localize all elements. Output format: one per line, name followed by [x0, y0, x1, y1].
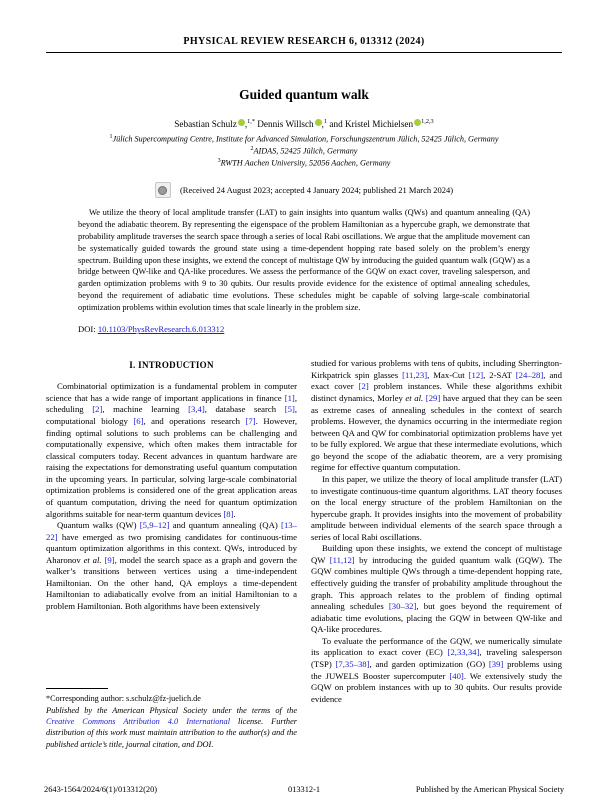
- right-column: [311, 358, 562, 750]
- copyright-notice: [46, 705, 297, 751]
- corresponding-author-footnote: *Corresponding author: s.schulz@fz-juelich.de: [46, 693, 201, 703]
- orcid-icon[interactable]: [315, 119, 322, 126]
- author-name: Kristel Michielsen: [344, 119, 414, 130]
- two-column-body: [46, 358, 562, 750]
- affiliation-sup: 2: [250, 145, 254, 152]
- orcid-icon[interactable]: [238, 119, 245, 126]
- affiliation-line: [46, 157, 562, 169]
- author-name: Sebastian Schulz: [174, 119, 237, 130]
- footnote-rule: [46, 688, 108, 689]
- doi-link[interactable]: 10.1103/PhysRevResearch.6.013312: [97, 324, 225, 335]
- section-heading-introduction: I. INTRODUCTION: [129, 360, 214, 371]
- affiliation-line: [46, 133, 562, 145]
- affiliation-text: Jülich Supercomputing Centre, Institute for Advanced Simulation, Forschungszentrum Jülich, 52425 Jülich, Germany: [112, 134, 499, 144]
- copyright-text: license. Further distribution of this work must maintain attribution to the author(s) and the published article’s title, journal citation, and DOI.: [46, 717, 297, 749]
- received-row: [46, 182, 562, 198]
- received-dates: (Received 24 August 2023; accepted 4 January 2024; published 21 March 2024): [179, 185, 454, 196]
- creative-commons-link[interactable]: Creative Commons Attribution 4.0 International: [46, 717, 230, 727]
- orcid-icon[interactable]: [414, 119, 421, 126]
- author-punct: ,: [244, 119, 248, 130]
- issn-code: 2643-1564/2024/6(1)/013312(20): [44, 785, 158, 794]
- body-paragraph: To evaluate the performance of the GQW, we numerically simulate its application to exact cover (EC) [2,33,34], traveling salesperson (TSP) [7,35–38], and garden optimization (GO) [39] problems using the JUWELS Booster supercomputer [40]. We extensively study the GQW on problem instances with up to 30 qubits. Our results provide evidence: [311, 635, 562, 704]
- affiliation-text: RWTH Aachen University, 52056 Aachen, Germany: [220, 158, 391, 168]
- author-name: Dennis Willsch: [257, 119, 314, 130]
- header-rule: [46, 52, 562, 53]
- crossmark-dot-icon: [158, 186, 167, 195]
- copyright-text: Published by the American Physical Society under the terms of the: [46, 705, 297, 715]
- author-affiliation-sup: 1,2,3: [421, 118, 434, 125]
- journal-header: PHYSICAL REVIEW RESEARCH 6, 013312 (2024): [183, 36, 425, 47]
- body-paragraph: studied for various problems with tens of qubits, including Sherrington-Kirkpatrick spin glasses [11,23], Max-Cut [12], 2-SAT [24–28], and exact cover [2] problem instances. While these algorithms exhibit distinct dynamics, Morley et al. [29] have argued that they can be seen as extreme cases of annealing schedules in the context of search problems. However, the dynamics occurring in the intermediate region between QA and QW for combinatorial optimization problems have yet to be fully explored. We argue that these intermediate evolutions, which go beyond the scope of the adiabatic theorem, are a very promising regime for effective quantum computation.: [311, 358, 562, 473]
- affiliation-sup: 3: [217, 157, 221, 164]
- abstract: We utilize the theory of local amplitude transfer (LAT) to gain insights into quantum walks (QWs) and quantum annealing (QA) beyond the adiabatic theorem. By representing the eigenspace of the problem Hamiltonian as a hypercube graph, we demonstrate that probability amplitude traverses the search space through a series of local Rabi oscillations. We argue that the amplitude movement can be systematically guided towards the ground state using a time-dependent hopping rate based solely on the problem’s energy spectrum. Building upon these insights, we extend the concept of multistage QW by introducing the guided quantum walk (GQW) as a bridge between QW-like and QA-like procedures. We assess the performance of the GQW on exact cover, traveling salesperson, and garden optimization problems with 9 to 30 qubits. Our results provide evidence for the existence of optimal annealing schedules, beyond the requirement of adiabatic time evolutions. These schedules might be capable of solving large-scale combinatorial optimization problems within evolution times that scale linearly in the problem size.: [78, 208, 531, 312]
- doi-line: [78, 324, 530, 334]
- left-column: [46, 358, 297, 750]
- body-paragraph: In this paper, we utilize the theory of local amplitude transfer (LAT) to investigate continuous-time quantum algorithms. LAT theory focuses on the local energy structure of the problem Hamiltonian on the hypercube graph. It provides insights into the movement of probability amplitude between individual elements of the search space through a series of local Rabi oscillations.: [311, 473, 562, 542]
- page-title: Guided quantum walk: [239, 87, 369, 102]
- publisher-note: Published by the American Physical Society: [415, 785, 565, 794]
- affiliations: [46, 133, 562, 168]
- crossmark-check-icon[interactable]: [155, 182, 171, 198]
- author-punct: ,: [321, 119, 324, 130]
- author-separator: and: [327, 119, 345, 130]
- author-affiliation-sup: 1: [323, 118, 328, 125]
- affiliation-sup: 1: [109, 134, 113, 141]
- affiliation-line: [46, 145, 562, 157]
- page-footer: [0, 785, 608, 794]
- page-number: 013312-1: [287, 785, 321, 794]
- author-line: [46, 118, 562, 129]
- body-paragraph: Combinatorial optimization is a fundamental problem in computer science that has a wide range of important applications in finance [1], scheduling [2], machine learning [3,4], database search [5], computational biology [6], and operations research [7]. However, finding optimal solutions to such problems can be challenging and computationally expensive, which often makes them intractable for classical computers today. Recent advances in quantum hardware are raising the expectations for demonstrating useful quantum computation in the upcoming years. In particular, solving large-scale combinatorial optimization problems is considered one of the great application areas of quantum computation, driving the need for quantum optimization algorithms suitable for near-term quantum devices [8].: [46, 381, 298, 519]
- body-paragraph: Quantum walks (QW) [5,9–12] and quantum annealing (QA) [13–22] have emerged as two promising candidates for continuous-time quantum optimization algorithms in this context. QWs, introduced by Aharonov et al. [9], model the search space as a graph and govern the walker’s transitions between vertices using a time-independent Hamiltonian. On the other hand, QA employs a time-dependent Hamiltonian to adiabatically evolve from an initial Hamiltonian to a problem Hamiltonian. Both algorithms have been extensively: [46, 520, 297, 611]
- body-paragraph: Building upon these insights, we extend the concept of multistage QW [11,12] by introducing the guided quantum walk (GQW). The GQW combines multiple QWs through a time-dependent hopping rate, effectively guiding the transfer of probability amplitude throughout the graph. This approach relates to the problem of finding optimal annealing schedules [30–32], but goes beyond the requirement of adiabatic time evolutions, placing the GQW in between QW-like and QA-like procedures.: [311, 543, 563, 635]
- column-spacer: [46, 613, 297, 678]
- author-affiliation-sup: 1,*: [247, 118, 255, 125]
- doi-label: DOI:: [78, 324, 96, 335]
- affiliation-text: AIDAS, 52425 Jülich, Germany: [253, 146, 358, 156]
